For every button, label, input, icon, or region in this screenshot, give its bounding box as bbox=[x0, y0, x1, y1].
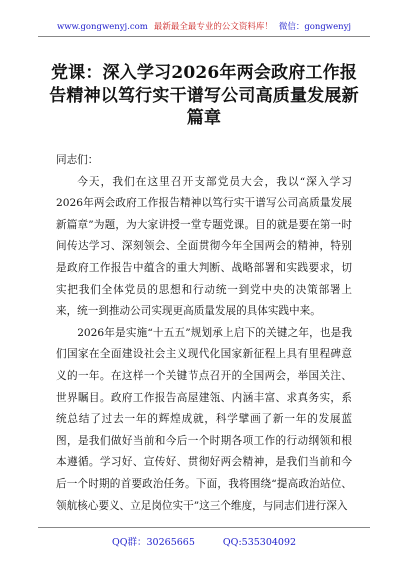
footer-qq: QQ:535304092 bbox=[222, 537, 297, 548]
footer-divider bbox=[38, 527, 370, 528]
page-header bbox=[0, 20, 408, 32]
greeting: 同志们： bbox=[56, 154, 99, 166]
page-footer bbox=[0, 534, 408, 548]
paragraph-1: 今天，我们在这里召开支部党员大会，我以“深入学习2026年两会政府工作报告精神以笃行实干谱写公司高质量发展新篇章”为题，为大家讲授一堂专题党课。目的就是要在第一时间传达学习、深刻领会、全面贯彻今年全国两会的精神，特别是政府工作报告中蕴含的重大判断、战略部署和实践要求，切实把我们全体党员的思想和行动统一到党中央的决策部署上来，统一到推动公司实现更高质量发展的具体实践中来。 bbox=[56, 175, 352, 318]
header-divider bbox=[38, 36, 370, 37]
footer-qq-group: QQ群：30265665 bbox=[111, 537, 195, 548]
header-slogan: 最新最全最专业的公文资料库！ bbox=[153, 22, 273, 32]
header-wechat: 微信：gongwenyj bbox=[278, 22, 352, 32]
document-title: 党课：深入学习2026年两会政府工作报告精神以笃行实干谱写公司高质量发展新篇章 bbox=[49, 63, 359, 128]
paragraph-2: 2026年是实施“十五五”规划承上启下的关键之年，也是我们国家在全面建设社会主义现代化国家新征程上具有里程碑意义的一年。在这样一个关键节点召开的全国两会，举国关注、世界瞩目。政府工作报告高屋建瓴、内涵丰富、求真务实，系统总结了过去一年的辉煌成就，科学擘画了新一年的发展蓝图，是我们做好当前和今后一个时期各项工作的行动纲领和根本遵循。学习好、宣传好、贯彻好两会精神，是我们当前和今后一个时期的首要政治任务。下面，我将围绕“提高政治站位、领航核心要义、立足岗位实干”这三个维度，与同志们进行深入 bbox=[56, 326, 352, 512]
document-body bbox=[56, 150, 352, 517]
header-website[interactable]: www.gongwenyj.com bbox=[56, 22, 148, 32]
